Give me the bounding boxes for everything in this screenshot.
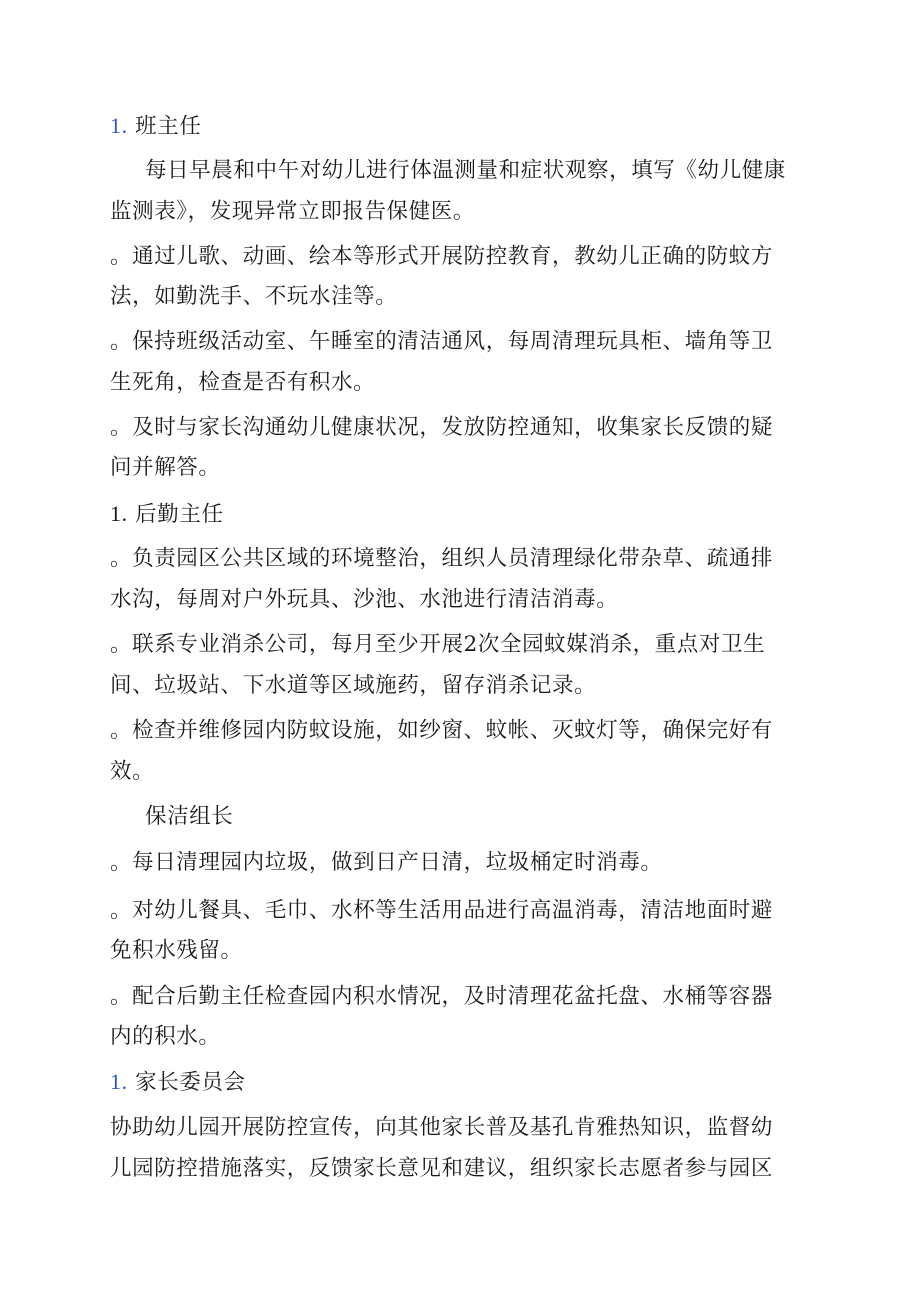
paragraph-line: 效。 <box>110 759 155 784</box>
paragraph-line: 。及时与家长沟通幼儿健康状况，发放防控通知，收集家长反馈的疑 <box>110 415 774 440</box>
paragraph-line: 。通过儿歌、动画、绘本等形式开展防控教育，教幼儿正确的防蚊方 <box>110 244 774 269</box>
paragraph-line: 间、垃圾站、下水道等区域施药，留存消杀记录。 <box>110 673 597 698</box>
heading-title: 家长委员会 <box>135 1070 246 1095</box>
heading-number: 1. <box>110 501 128 526</box>
paragraph-line: 。负责园区公共区域的环境整治，组织人员清理绿化带杂草、疏通排 <box>110 546 774 571</box>
paragraph-line: 。每日清理园内垃圾，做到日产日清，垃圾桶定时消毒。 <box>110 850 663 875</box>
paragraph-line: 。保持班级活动室、午睡室的清洁通风，每周清理玩具柜、墙角等卫 <box>110 329 774 354</box>
paragraph-line: 问并解答。 <box>110 455 221 480</box>
heading-logistics <box>110 500 224 529</box>
heading-cleaning: 保洁组长 <box>145 804 234 829</box>
paragraph-line: 法，如勤洗手、不玩水洼等。 <box>110 284 398 309</box>
heading-class-teacher <box>110 112 201 141</box>
paragraph-line: 水沟，每周对户外玩具、沙池、水池进行清洁消毒。 <box>110 587 619 612</box>
heading-title: 班主任 <box>135 114 202 139</box>
heading-title: 后勤主任 <box>135 502 224 527</box>
paragraph-line: 。检查并维修园内防蚊设施，如纱窗、蚊帐、灭蚊灯等，确保完好有 <box>110 718 774 743</box>
paragraph-line: 。配合后勤主任检查园内积水情况，及时清理花盆托盘、水桶等容器 <box>110 984 774 1009</box>
paragraph-line: 生死角，检查是否有积水。 <box>110 370 376 395</box>
paragraph-line: 每日早晨和中午对幼儿进行体温测量和症状观察，填写《幼儿健康 <box>145 158 786 183</box>
paragraph-line: 协助幼儿园开展防控宣传，向其他家长普及基孔肯雅热知识，监督幼 <box>110 1115 774 1140</box>
heading-parents-committee <box>110 1068 246 1097</box>
paragraph-line: 监测表》，发现异常立即报告保健医。 <box>110 199 475 224</box>
paragraph-line: 。联系专业消杀公司，每月至少开展2次全园蚊媒消杀，重点对卫生 <box>110 632 766 657</box>
heading-number: 1. <box>110 113 128 138</box>
paragraph-line: 内的积水。 <box>110 1024 221 1049</box>
paragraph-line: 。对幼儿餐具、毛巾、水杯等生活用品进行高温消毒，清洁地面时避 <box>110 898 774 923</box>
paragraph-line: 儿园防控措施落实，反馈家长意见和建议，组织家长志愿者参与园区 <box>110 1156 774 1181</box>
paragraph-line: 免积水残留。 <box>110 938 243 963</box>
heading-number: 1. <box>110 1069 128 1094</box>
